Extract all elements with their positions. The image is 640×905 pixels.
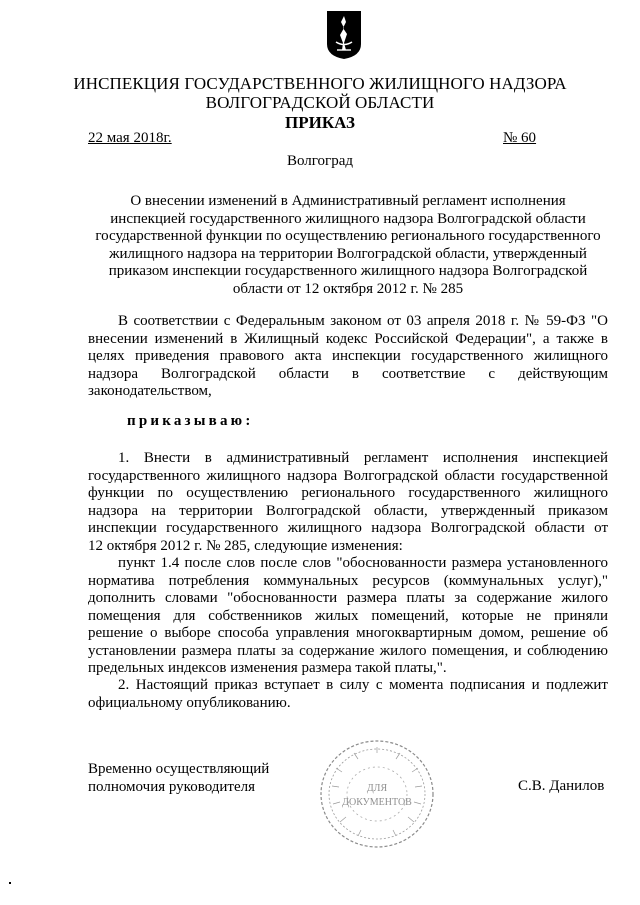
- order-item-1-amendment: [88, 555, 608, 678]
- document-date: 22 мая 2018г.: [88, 130, 172, 146]
- item1-line: государственного жилищного надзора Волгоградской области государственной: [88, 467, 608, 484]
- stamp-text: ДОКУМЕНТОВ: [342, 797, 412, 808]
- signer-position: [88, 760, 269, 796]
- coat-of-arms-emblem: [326, 10, 362, 60]
- subject-line: приказом инспекции государственного жилищного надзора Волгоградской: [108, 263, 588, 279]
- order-word: приказываю:: [127, 413, 254, 429]
- item2-line: официальному опубликованию.: [88, 694, 291, 711]
- amendment-line: пункт 1.4 после слов после слов "обоснованности размера установленного: [118, 555, 608, 571]
- organization-name-line1: ИНСПЕКЦИЯ ГОСУДАРСТВЕННОГО ЖИЛИЩНОГО НАДЗОРА: [73, 74, 567, 93]
- item1-line: 1. Внести в административный регламент исполнения инспекцией: [118, 450, 608, 466]
- item1-line: функции по осуществлению регионального государственного жилищного: [88, 485, 608, 501]
- amendment-line: установлении размера платы за содержание жилого помещения, и соблюдению: [88, 642, 608, 659]
- item1-line: надзора на территории Волгоградской области, утвержденный приказом: [88, 502, 608, 519]
- organization-name-line2: ВОЛГОГРАДСКОЙ ОБЛАСТИ: [205, 93, 435, 112]
- amendment-line: предельных индексов изменения размера такой платы,".: [88, 660, 447, 676]
- signer-position-line: Временно осуществляющий: [88, 761, 270, 777]
- preamble-line: целях приведения правового акта инспекции государственного жилищного: [88, 348, 608, 364]
- item1-line: 12 октября 2012 г. № 285, следующие изменения:: [88, 537, 403, 554]
- preamble-paragraph: [88, 313, 608, 401]
- stamp-text: ДЛЯ: [366, 783, 388, 794]
- order-item-1: [88, 450, 608, 555]
- amendment-line: дополнить словами "обоснованности размера платы за содержание жилого: [88, 590, 608, 606]
- preamble-line: надзора Волгоградской области в соответствие с действующим: [88, 365, 608, 382]
- subject-line: жилищного надзора на территории Волгоградской области, утвержденный: [109, 245, 587, 262]
- order-item-2: [88, 677, 608, 712]
- item1-line: инспекции государственного жилищного надзора Волгоградской области от: [88, 520, 608, 536]
- signer-name: С.В. Данилов: [518, 778, 605, 794]
- document-number: № 60: [503, 130, 537, 146]
- subject-line: области от 12 октября 2012 г. № 285: [232, 280, 464, 297]
- document-type-title: ПРИКАЗ: [285, 113, 355, 132]
- subject-line: инспекцией государственного жилищного надзора Волгоградской области: [110, 210, 586, 227]
- official-seal-stamp: [318, 738, 436, 850]
- subject-line: О внесении изменений в Административный регламент исполнения: [130, 193, 566, 209]
- document-subject: [88, 193, 608, 298]
- document-city: Волгоград: [286, 153, 353, 169]
- preamble-line: законодательством,: [88, 383, 212, 399]
- amendment-line: помещения для собственников жилых помещений, которые не приняли: [88, 607, 608, 624]
- preamble-line: В соответствии с Федеральным законом от 03 апреля 2018 г. № 59-ФЗ "О: [118, 313, 608, 329]
- scan-speck: [9, 882, 11, 884]
- preamble-line: внесении изменений в Жилищный кодекс Российской Федерации", а также в: [88, 330, 608, 347]
- item2-line: 2. Настоящий приказ вступает в силу с момента подписания и подлежит: [118, 677, 608, 693]
- subject-line: государственной функции по осуществлению регионального государственного: [95, 228, 601, 244]
- amendment-line: норматива потребления коммунальных ресурсов (коммунальных услуг),": [88, 572, 608, 589]
- signer-position-line: полномочия руководителя: [88, 779, 256, 795]
- amendment-line: решение о выборе способа управления многоквартирным домом, решение об: [88, 625, 608, 641]
